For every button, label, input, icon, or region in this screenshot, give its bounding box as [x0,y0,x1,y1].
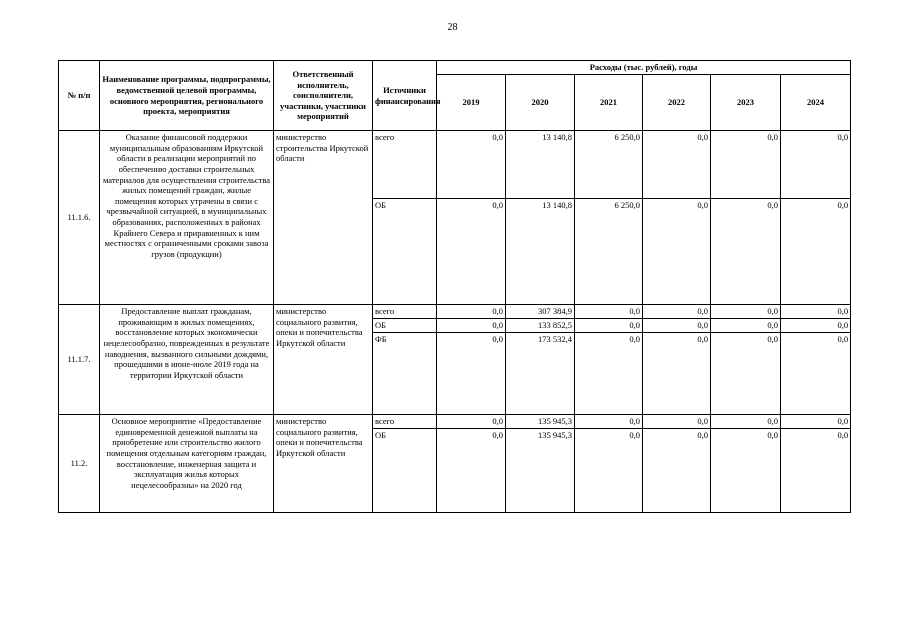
row-executor: министерство социального развития, опеки и попечительства Иркутской области [274,415,373,513]
table-row [59,415,851,429]
funding-value: 135 945,3 [506,415,575,429]
funding-value: 0,0 [781,333,851,415]
funding-source: всего [373,131,437,199]
funding-source: ФБ [373,333,437,415]
table-row [59,305,851,319]
funding-value: 0,0 [781,429,851,513]
funding-value: 13 140,8 [506,199,575,305]
funding-value: 0,0 [643,305,711,319]
funding-value: 0,0 [781,131,851,199]
funding-value: 0,0 [437,333,506,415]
funding-value: 6 250,0 [575,199,643,305]
header-num: № п/п [59,61,100,131]
funding-value: 135 945,3 [506,429,575,513]
funding-source: всего [373,305,437,319]
row-executor: министерство социального развития, опеки и попечительства Иркутской области [274,305,373,415]
header-year: 2019 [437,75,506,131]
funding-value: 0,0 [711,415,781,429]
funding-value: 0,0 [711,131,781,199]
row-num: 11.1.7. [59,305,100,415]
funding-value: 0,0 [575,305,643,319]
funding-value: 0,0 [711,199,781,305]
funding-value: 0,0 [781,415,851,429]
funding-value: 0,0 [575,415,643,429]
funding-value: 0,0 [643,199,711,305]
funding-value: 0,0 [781,199,851,305]
header-year: 2024 [781,75,851,131]
funding-value: 0,0 [643,333,711,415]
page-number: 28 [447,22,458,33]
funding-value: 307 384,9 [506,305,575,319]
funding-source: всего [373,415,437,429]
funding-value: 0,0 [437,415,506,429]
header-name: Наименование программы, подпрограммы, ведомственной целевой программы, основного мероприятия, регионального проекта, мероприятия [100,61,274,131]
row-num: 11.2. [59,415,100,513]
row-name: Основное мероприятие «Предоставление единовременной денежной выплаты на приобретение или строительство жилого помещения отдельным категориям граждан, восстановление, инженерная защита и эксплуатация жилья которых нецелесообразны» на 2020 год [100,415,274,513]
funding-value: 0,0 [643,319,711,333]
funding-value: 0,0 [437,305,506,319]
funding-value: 0,0 [643,429,711,513]
funding-value: 0,0 [711,333,781,415]
row-executor: министерство строительства Иркутской области [274,131,373,305]
funding-value: 13 140,8 [506,131,575,199]
funding-value: 0,0 [643,415,711,429]
funding-value: 6 250,0 [575,131,643,199]
funding-value: 0,0 [711,429,781,513]
header-year: 2021 [575,75,643,131]
funding-value: 0,0 [643,131,711,199]
funding-value: 0,0 [781,305,851,319]
funding-source: ОБ [373,199,437,305]
funding-source: ОБ [373,319,437,333]
row-name: Предоставление выплат гражданам, проживающим в жилых помещениях, восстановление которых экономически нецелесообразно, поврежденных в результате наводнения, вызванного сильными дождями, прошедшими в июне-июле 2019 года на территории Иркутской области [100,305,274,415]
header-executor: Ответственный исполнитель, соисполнители, участники, участники мероприятий [274,61,373,131]
funding-value: 0,0 [437,429,506,513]
header-year: 2023 [711,75,781,131]
funding-value: 0,0 [437,199,506,305]
funding-value: 133 852,5 [506,319,575,333]
header-expenses: Расходы (тыс. рублей), годы [437,61,851,75]
funding-value: 173 532,4 [506,333,575,415]
funding-value: 0,0 [711,305,781,319]
funding-value: 0,0 [575,429,643,513]
header-sources: Источники финансирования [373,61,437,131]
header-year: 2020 [506,75,575,131]
funding-value: 0,0 [781,319,851,333]
table-row [59,131,851,199]
funding-value: 0,0 [437,319,506,333]
row-name: Оказание финансовой поддержки муниципальным образованиям Иркутской области в реализации мероприятий по обеспечению доставки строительных материалов для осуществления строительства жилых помещений граждан, жилые помещения которых утрачены в связи с чрезвычайной ситуацией, в муниципальных образованиях, расположенных в районах Крайнего Севера и приравненных к ним местностях с ограниченными сроками завоза грузов (продукции) [100,131,274,305]
funding-source: ОБ [373,429,437,513]
funding-value: 0,0 [575,333,643,415]
row-num: 11.1.6. [59,131,100,305]
budget-table [58,60,851,513]
funding-value: 0,0 [437,131,506,199]
funding-value: 0,0 [711,319,781,333]
funding-value: 0,0 [575,319,643,333]
header-year: 2022 [643,75,711,131]
